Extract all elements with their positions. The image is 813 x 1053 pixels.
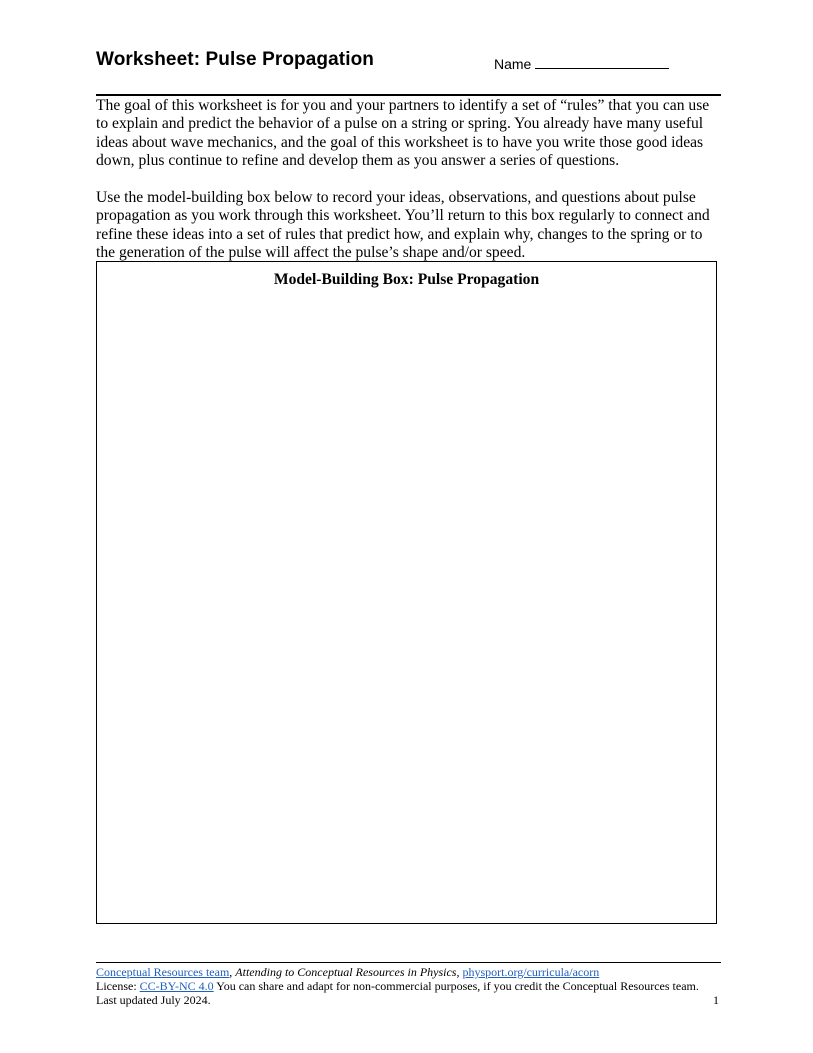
page-title: Worksheet: Pulse Propagation — [96, 49, 375, 70]
citation-separator: , — [229, 965, 236, 979]
model-box-title: Model-Building Box: Pulse Propagation — [273, 271, 540, 288]
name-input-line[interactable] — [535, 54, 669, 69]
footer-updated-row — [96, 993, 721, 1007]
page-number: 1 — [713, 993, 719, 1007]
last-updated: Last updated July 2024. — [96, 993, 211, 1007]
intro-paragraph-1: The goal of this worksheet is for you and your partners to identify a set of “rules” that you can use to explain and predict the behavior of a pulse on a string or spring. You already have many useful ideas about wave mechanics, and the goal of this worksheet is to have you write those good ideas down, plus continue to refine and develop them as you answer a series of questions. — [96, 97, 710, 169]
team-link[interactable]: Conceptual Resources team — [96, 965, 230, 979]
name-label: Name — [494, 56, 532, 72]
license-link[interactable]: CC-BY-NC 4.0 — [139, 979, 214, 993]
publication-title: Attending to Conceptual Resources in Physics, — [235, 965, 460, 979]
license-text: You can share and adapt for non-commercial purposes, if you credit the Conceptual Resources team. — [213, 979, 699, 993]
name-field — [494, 54, 669, 72]
physport-link[interactable]: physport.org/curricula/acorn — [462, 965, 600, 979]
footer — [96, 962, 721, 1007]
model-building-box[interactable] — [96, 261, 717, 924]
intro-paragraph-2: Use the model-building box below to record your ideas, observations, and questions about pulse propagation as you work through this worksheet. You’ll return to this box regularly to connect and refine these ideas into a set of rules that predict how, and explain why, changes to the spring or to the generation of the pulse will affect the pulse’s shape and/or speed. — [96, 189, 710, 261]
footer-license — [96, 979, 721, 993]
footer-citation — [96, 965, 721, 979]
worksheet-header — [96, 48, 721, 96]
license-label: License: — [96, 979, 140, 993]
